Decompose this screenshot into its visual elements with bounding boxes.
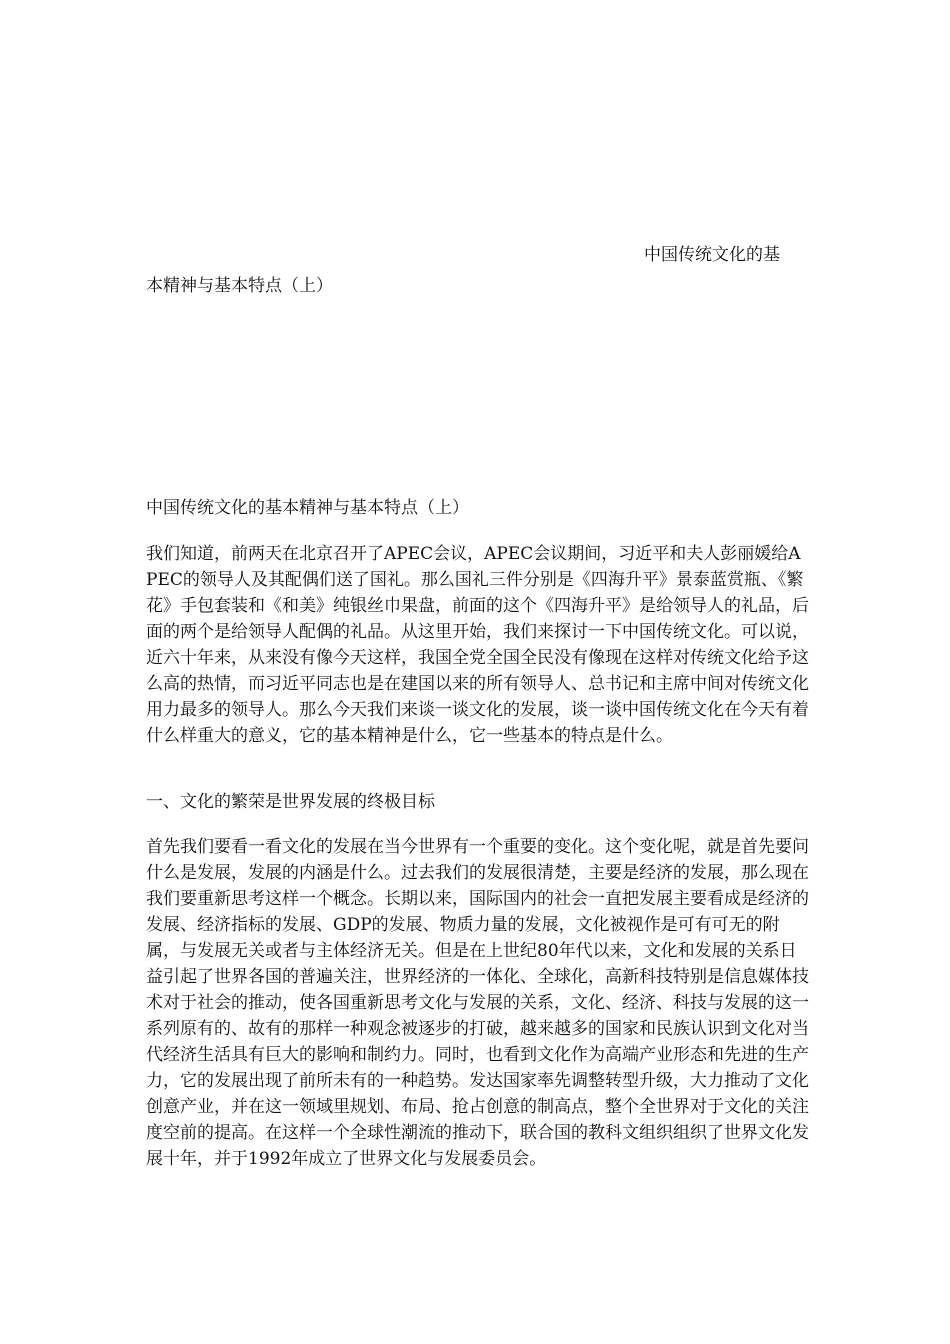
section-1-heading: 一、文化的繁荣是世界发展的终极目标 [146, 792, 435, 812]
document-title-line-2: 本精神与基本特点（上） [146, 276, 333, 296]
section-1-paragraph: 首先我们要看一看文化的发展在当今世界有一个重要的变化。这个变化呢，就是首先要问什么是发展，发展的内涵是什么。过去我们的发展很清楚，主要是经济的发展，那么现在我们要重新思考这样一个概念。长期以来，国际国内的社会一直把发展主要看成是经济的发展、经济指标的发展、GDP的发展、物质力量的发展，文化被视作是可有可无的附属，与发展无关或者与主体经济无关。但是在上世纪80年代以来，文化和发展的关系日益引起了世界各国的普遍关注，世界经济的一体化、全球化，高新科技特别是信息媒体技术对于社会的推动，使各国重新思考文化与发展的关系，文化、经济、科技与发展的这一系列原有的、故有的那样一种观念被逐步的打破，越来越多的国家和民族认识到文化对当代经济生活具有巨大的影响和制约力。同时，也看到文化作为高端产业形态和先进的生产力，它的发展出现了前所未有的一种趋势。发达国家率先调整转型升级，大力推动了文化创意产业，并在这一领域里规划、布局、抢占创意的制高点，整个全世界对于文化的关注度空前的提高。在这样一个全球性潮流的推动下，联合国的教科文组织组织了世界文化发展十年，并于1992年成立了世界文化与发展委员会。 [146, 837, 809, 1169]
intro-paragraph-block [146, 541, 810, 749]
document-title-line-1: 中国传统文化的基 [644, 245, 780, 265]
intro-paragraph: 我们知道，前两天在北京召开了APEC会议，APEC会议期间，习近平和夫人彭丽媛给APEC的领导人及其配偶们送了国礼。那么国礼三件分别是《四海升平》景泰蓝赏瓶、《繁花》手包套装和《和美》纯银丝巾果盘，前面的这个《四海升平》是给领导人的礼品，后面的两个是给领导人配偶的礼品。从这里开始，我们来探讨一下中国传统文化。可以说，近六十年来，从来没有像今天这样，我国全党全国全民没有像现在这样对传统文化给予这么高的热情，而习近平同志也是在建国以来的所有领导人、总书记和主席中间对传统文化用力最多的领导人。那么今天我们来谈一谈文化的发展，谈一谈中国传统文化在今天有着什么样重大的意义，它的基本精神是什么，它一些基本的特点是什么。 [146, 544, 809, 746]
section-1-paragraph-block [146, 834, 810, 1172]
document-subtitle: 中国传统文化的基本精神与基本特点（上） [146, 498, 469, 518]
